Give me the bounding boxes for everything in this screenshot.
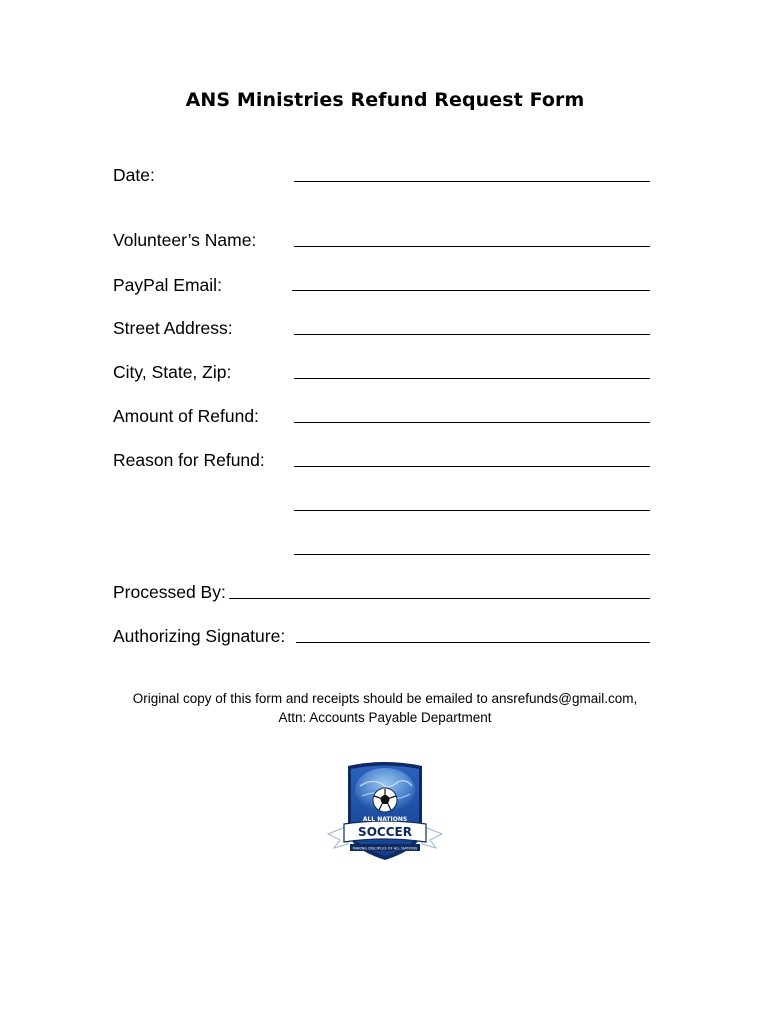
paypal-email-field[interactable]: [292, 290, 650, 291]
date-label: Date:: [113, 165, 155, 185]
street-address-field[interactable]: [294, 334, 650, 335]
processed-by-field[interactable]: [229, 598, 650, 599]
reason-for-refund-field-line-3[interactable]: [294, 554, 650, 555]
amount-of-refund-field[interactable]: [294, 422, 650, 423]
reason-for-refund-label: Reason for Refund:: [113, 450, 265, 470]
all-nations-soccer-logo: [326, 760, 444, 862]
reason-for-refund-field-line-2[interactable]: [294, 510, 650, 511]
reason-for-refund-field-line-1[interactable]: [294, 466, 650, 467]
processed-by-label: Processed By:: [113, 582, 226, 602]
authorizing-signature-field[interactable]: [296, 642, 650, 643]
footer-line-2: Attn: Accounts Payable Department: [278, 710, 492, 725]
authorizing-signature-label: Authorizing Signature:: [113, 626, 286, 646]
footer-note: [0, 689, 770, 727]
street-address-label: Street Address:: [113, 318, 233, 338]
city-state-zip-field[interactable]: [294, 378, 650, 379]
volunteer-name-label: Volunteer’s Name:: [113, 230, 257, 250]
paypal-email-label: PayPal Email:: [113, 275, 222, 295]
city-state-zip-label: City, State, Zip:: [113, 362, 232, 382]
date-field[interactable]: [294, 181, 650, 182]
amount-of-refund-label: Amount of Refund:: [113, 406, 259, 426]
logo-tagline: MAKING DISCIPLES OF ALL NATIONS: [352, 846, 418, 851]
page-title: ANS Ministries Refund Request Form: [185, 89, 585, 111]
logo-text-main: SOCCER: [358, 825, 412, 839]
logo-text-top: ALL NATIONS: [362, 816, 408, 823]
volunteer-name-field[interactable]: [294, 246, 650, 247]
logo-text-layer: [326, 760, 444, 862]
footer-line-1: Original copy of this form and receipts should be emailed to ansrefunds@gmail.com,: [132, 691, 638, 706]
